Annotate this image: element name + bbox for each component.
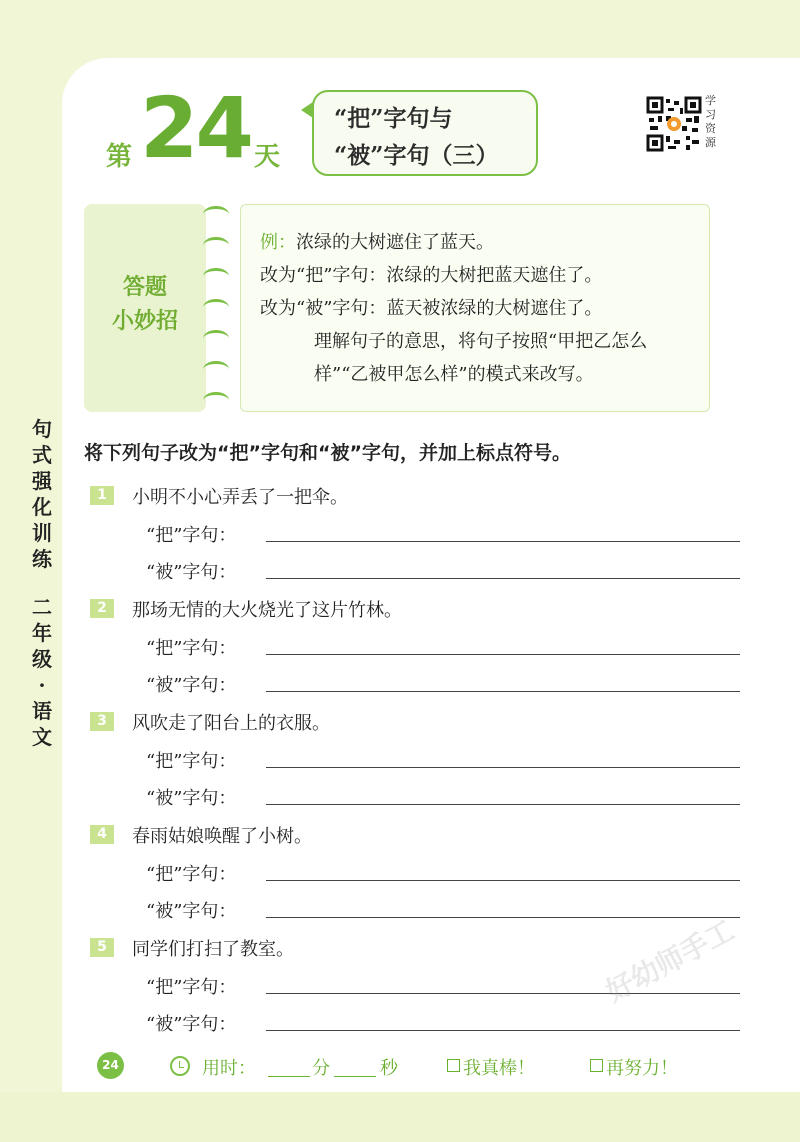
tips-title-line1: 答题	[122, 274, 167, 300]
bottom-band	[0, 1092, 800, 1142]
option-good-label: 我真棒！	[463, 1058, 535, 1079]
day-suffix: 天	[254, 142, 281, 172]
tips-content	[260, 226, 700, 391]
bei-label: “被”字句：	[146, 788, 237, 809]
example-text: 浓绿的大树遮住了蓝天。	[296, 232, 494, 253]
tips-title	[104, 270, 186, 338]
side-label-series: 句式强化训练	[32, 417, 52, 571]
time-label: 用时：	[202, 1058, 256, 1079]
tips-explanation: 理解句子的意思，将句子按照“甲把乙怎么样”“乙被甲怎么样”的模式来改写。	[314, 331, 648, 385]
question-number: 4	[90, 825, 114, 844]
tips-title-line2: 小妙招	[111, 308, 178, 334]
watermark: 好幼师手工	[600, 913, 740, 1009]
question-text: 风吹走了阳台上的衣服。	[132, 713, 330, 734]
bei-label: “被”字句：	[146, 1014, 237, 1035]
ba-answer-line[interactable]	[266, 993, 740, 994]
question-text: 同学们打扫了教室。	[132, 939, 294, 960]
ba-label: “把”字句：	[146, 977, 237, 998]
tips-ba-line: 改为“把”字句：浓绿的大树把蓝天遮住了。	[260, 265, 603, 286]
second-unit: 秒	[380, 1058, 398, 1079]
binder-rings	[203, 206, 237, 410]
bei-answer-line[interactable]	[266, 804, 740, 805]
ba-label: “把”字句：	[146, 864, 237, 885]
ba-label: “把”字句：	[146, 525, 237, 546]
bei-answer-line[interactable]	[266, 917, 740, 918]
ba-answer-line[interactable]	[266, 880, 740, 881]
day-prefix: 第	[106, 142, 133, 172]
page-number: 24	[97, 1052, 124, 1079]
lesson-title-line1: “把”字句与	[334, 105, 453, 132]
question-number: 3	[90, 712, 114, 731]
exercise-instruction: 将下列句子改为“把”字句和“被”字句，并加上标点符号。	[84, 442, 571, 464]
ba-label: “把”字句：	[146, 751, 237, 772]
bei-label: “被”字句：	[146, 901, 237, 922]
question-number: 5	[90, 938, 114, 957]
bei-answer-line[interactable]	[266, 1030, 740, 1031]
tips-example	[260, 226, 700, 259]
bei-label: “被”字句：	[146, 675, 237, 696]
ba-answer-line[interactable]	[266, 654, 740, 655]
side-label-grade: 二年级·语文	[32, 595, 52, 749]
tips-bei-line: 改为“被”字句：蓝天被浓绿的大树遮住了。	[260, 298, 603, 319]
checkbox-good[interactable]	[447, 1059, 460, 1072]
bei-answer-line[interactable]	[266, 578, 740, 579]
bei-label: “被”字句：	[146, 562, 237, 583]
bei-answer-line[interactable]	[266, 691, 740, 692]
ba-label: “把”字句：	[146, 638, 237, 659]
ba-answer-line[interactable]	[266, 767, 740, 768]
minute-unit: 分	[312, 1058, 330, 1079]
question-number: 1	[90, 486, 114, 505]
ba-answer-line[interactable]	[266, 541, 740, 542]
minutes-blank[interactable]	[268, 1076, 310, 1077]
question-number: 2	[90, 599, 114, 618]
qr-code-label: 学习资源	[705, 94, 716, 149]
question-text: 那场无情的大火烧光了这片竹林。	[132, 600, 402, 621]
option-try-label: 再努力！	[606, 1058, 678, 1079]
clock-icon	[170, 1056, 190, 1076]
question-text: 春雨姑娘唤醒了小树。	[132, 826, 312, 847]
day-number: 24	[140, 79, 251, 177]
question-text: 小明不小心弄丢了一把伞。	[132, 487, 348, 508]
seconds-blank[interactable]	[334, 1076, 376, 1077]
qr-code-icon[interactable]	[646, 96, 702, 152]
example-label: 例：	[260, 232, 296, 253]
checkbox-try[interactable]	[590, 1059, 603, 1072]
lesson-title-line2: “被”字句（三）	[334, 142, 499, 169]
